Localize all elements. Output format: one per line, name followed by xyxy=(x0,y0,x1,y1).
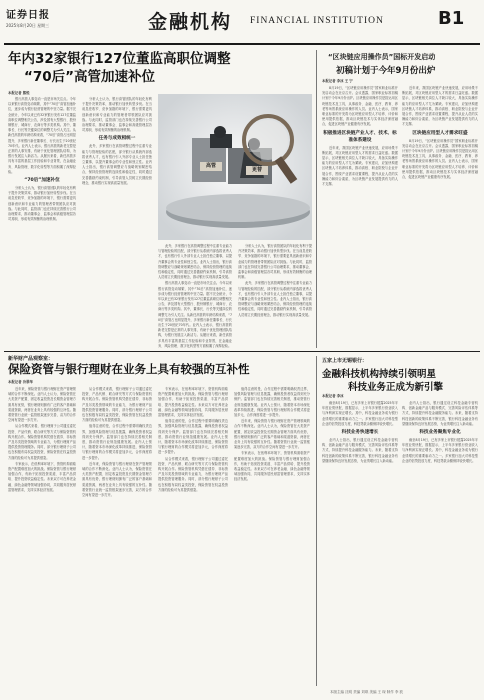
story3-column-4 xyxy=(234,387,310,687)
story4-column-1 xyxy=(322,401,398,687)
story1-subhead: 任务与成效相统一 xyxy=(98,136,136,142)
photo-label: 高管 xyxy=(200,162,222,171)
story2-paragraph: 8月19日，“区块链应用操作员”国家职业标准开发启动会在北京召开。会议透露，国家职业标准初稿计划于今年9月份出炉。区块链应用操作员是指运用区块链技术及工具，从事政务、金融、医疗、教育、养老等场景系统应用操作的人员。业内人士表示，国家职业标准的开发将为区块链应用型人才培养、评价和使用提供依据，推动区块链技术与实体经济深度融合，促进区块链产业健康有序发展。 xyxy=(322,86,398,127)
story1-headline-line2: “70后”高管加速补位 xyxy=(24,69,156,85)
story4-paragraph: 业内人士指出，银行通过设立科技金融专营机构、创新金融产品与服务模式、完善风险评估体系等方式，持续提升科技金融服务能力。未来，随着支持科技创新的政策体系不断完善，银行科技金融业务有望继续保持良好发展态势，为业绩增长注入新动能。 xyxy=(322,438,398,463)
story2-paragraph: 近年来，我国区块链产业快速发展，应用场景不断拓展，对区块链应用型人才的需求日益旺盛。数据显示，区块链相关岗位人才缺口较大，具备实际操作能力的应用型人才尤为紧缺。专家建议，应加快构建区块链人才培养体系，推动高校、职业院校与企业开展合作，围绕产业需求设置课程，提升从业人员的实操能力和综合素质，为区块链产业发展提供有力的人才支撑。 xyxy=(322,145,398,187)
story2-paragraph: 近年来，我国区块链产业快速发展，应用场景不断拓展，对区块链应用型人才的需求日益旺盛。数据显示，区块链相关岗位人才缺口较大，具备实际操作能力的应用型人才尤为紧缺。专家建议，应加快构建区块链人才培养体系，推动高校、职业院校与企业开展合作，围绕产业需求设置课程，提升从业人员的实操能力和综合素质，为区块链产业发展提供有力的人才支撑。 xyxy=(402,86,478,127)
story1-column-3 xyxy=(158,244,232,348)
story3-paragraph: 近年来，保险资管与银行理财在资产管理领域的合作不断深化。业内人士认为，保险资管在大类资产配置、固定收益投资及长期资金管理方面具有优势，银行理财则拥有广泛的客户基础和渠道资源，两者在业务上具有较强的互补性。随着资管行业统一监管框架逐步完善，双方的合作空间有望进一步打开。 xyxy=(234,419,310,450)
story4-paragraph: 截至8月19日，已有多家上市银行披露2025年半年度业绩快报，数据显示，上半年多家银行营业收入与净利润实现正增长。其中，科技金融业务成为银行业绩增长的重要驱动力之一。多家银行加大对科技型企业的信贷投放力度，科技贷款余额保持较快增长。 xyxy=(402,438,478,463)
story2-column-1 xyxy=(322,86,398,348)
story2-paragraph: 8月19日，“区块链应用操作员”国家职业标准开发启动会在北京召开。会议透露，国家职业标准初稿计划于今年9月份出炉。区块链应用操作员是指运用区块链技术及工具，从事政务、金融、医疗、教育、养老等场景系统应用操作的人员。业内人士表示，国家职业标准的开发将为区块链应用型人才培养、评价和使用提供依据，推动区块链技术与实体经济深度融合，促进区块链产业健康有序发展。 xyxy=(402,138,478,180)
column-divider xyxy=(316,50,317,348)
story3-paragraph: 值得注意的是，合作过程中需要明确权责边界，加强风险管理与信息披露，确保投资者权益得到充分保护。监管部门也在持续完善相关制度，推动资管行业规范健康发展。业内人士预计，随着资本市场深化改革持续推进，保险资管与银行理财的合作模式将更加多元，合作深度将进一步提升。 xyxy=(158,419,228,455)
story3-paragraph: 专家表示，在低利率环境下，资管机构面临资产配置难度加大的挑战。保险资管与银行理财加强合作，有助于拓宽投资渠道、丰富产品供给、提升投资收益稳定性。未来双方可在养老金融、绿色金融等领域加强协同，共同服务居民财富管理需求，支持实体经济发展。 xyxy=(8,461,76,492)
story3-paragraph: 近年来，保险资管与银行理财在资产管理领域的合作不断深化。业内人士认为，保险资管在大类资产配置、固定收益投资及长期资金管理方面具有优势，银行理财则拥有广泛的客户基础和渠道资源，两者在业务上具有较强的互补性。随着资管行业统一监管框架逐步完善，双方的合作空间有望进一步打开。 xyxy=(8,387,76,423)
story4-column-2 xyxy=(402,401,478,687)
story2-column-2 xyxy=(402,86,478,348)
story1-byline: 本报记者 熊悦 xyxy=(8,91,30,95)
story1-paragraph: 分析人士认为，银行高管团队的年轻化有利于提升决策效率，推动银行加快转型步伐。在当前息差收窄、竞争加剧的环境下，银行需要更具创新意识和专业能力的管理者带领团队应对挑战。与此同时，监管部门也在持续完善银行公司治理要求，推动董事会、监事会和高级管理层各司其职，形成有效制衡的治理机制。 xyxy=(8,186,76,222)
story2-byline: 本报记者 李冰 王 宁 xyxy=(322,79,353,83)
story3-paragraph: 近年来，保险资管与银行理财在资产管理领域的合作不断深化。业内人士认为，保险资管在大类资产配置、固定收益投资及长期资金管理方面具有优势，银行理财则拥有广泛的客户基础和渠道资源，两者在业务上具有较强的互补性。随着资管行业统一监管框架逐步完善，双方的合作空间有望进一步打开。 xyxy=(82,461,152,498)
story1-paragraph: 银行高管人事变动一直是市场关注点。今年以来银行高管变动频繁，其中“70后”高管加速补位，逐步成为银行经营管理的中坚力量。据不完全统计，今年以来已有32家银行发布127位董监高职位调整相关公告，涉及国有大型银行、股份制银行、城商行、农商行等多类机构。其中，董事长、行长等关键岗位的调整尤为引人关注。从新任高管的年龄结构来看，“70后”高管占比明显提升，多家银行新任董事长、行长出生于20世纪70年代。业内人士表示，银行高管的新老交替是正常的人事安排，有助于优化管理团队结构，为银行发展注入新活力。从履历来看，新任高管多具有丰富的基层工作经验和专业背景，在金融业务、风险管理、数字化转型等方面积累了深厚经验。 xyxy=(8,97,76,174)
story1-photo xyxy=(158,94,312,240)
story3-paragraph: 从合作模式来看，银行理财子公司通过委托投资、产品代销、联合研究等方式与保险资管机构开展合作。保险资管机构凭借在债券、非标资产及另类投资领域的专业能力，为银行理财产品提供投资管理服务。同时，部分银行理财子公司也在积极布局权益类投资，保险资管在权益投资方面的经验可为其提供借鉴。 xyxy=(82,387,152,423)
story3-paragraph: 值得注意的是，合作过程中需要明确权责边界，加强风险管理与信息披露，确保投资者权益得到充分保护。监管部门也在持续完善相关制度，推动资管行业规范健康发展。业内人士预计，随着资本市场深化改革持续推进，保险资管与银行理财的合作模式将更加多元，合作深度将进一步提升。 xyxy=(234,387,310,418)
story1-paragraph: 分析人士认为，银行高管团队的年轻化有利于提升决策效率，推动银行加快转型步伐。在当前息差收窄、竞争加剧的环境下，银行需要更具创新意识和专业能力的管理者带领团队应对挑战。与此同时，监管部门也在持续完善银行公司治理要求，推动董事会、监事会和高级管理层各司其职，形成有效制衡的治理机制。 xyxy=(82,97,152,133)
story4-byline: 本报记者 李冰 xyxy=(322,394,344,398)
story3-kicker: 新华财产品观察室： xyxy=(8,356,54,362)
story3-column-1 xyxy=(8,387,76,687)
masthead xyxy=(4,4,480,40)
story3-paragraph: 值得注意的是，合作过程中需要明确权责边界，加强风险管理与信息披露，确保投资者权益得到充分保护。监管部门也在持续完善相关制度，推动资管行业规范健康发展。业内人士预计，随着资本市场深化改革持续推进，保险资管与银行理财的合作模式将更加多元，合作深度将进一步提升。 xyxy=(82,424,152,460)
photo-label: 更替 xyxy=(246,166,268,175)
story1-paragraph: 银行高管人事变动一直是市场关注点。今年以来银行高管变动频繁，其中“70后”高管加速补位，逐步成为银行经营管理的中坚力量。据不完全统计，今年以来已有32家银行发布127位董监高职位调整相关公告，涉及国有大型银行、股份制银行、城商行、农商行等多类机构。其中，董事长、行长等关键岗位的调整尤为引人关注。从新任高管的年龄结构来看，“70后”高管占比明显提升，多家银行新任董事长、行长出生于20世纪70年代。业内人士表示，银行高管的新老交替是正常的人事安排，有助于优化管理团队结构，为银行发展注入新活力。从履历来看，新任高管多具有丰富的基层工作经验和专业背景，在金融业务、风险管理、数字化转型等方面积累了深厚经验。 xyxy=(158,281,232,348)
story3-paragraph: 从合作模式来看，银行理财子公司通过委托投资、产品代销、联合研究等方式与保险资管机构开展合作。保险资管机构凭借在债券、非标资产及另类投资领域的专业能力，为银行理财产品提供投资管理服务。同时，部分银行理财子公司也在积极布局权益类投资，保险资管在权益投资方面的经验可为其提供借鉴。 xyxy=(8,424,76,460)
story1-headline-line1: 年内32家银行127位董监高职位调整 xyxy=(8,51,231,67)
story2-subhead: 积极推进区块链产业人才、技术、标准体系建设 xyxy=(323,130,397,143)
story2-headline: 初稿计划于今年9月份出炉 xyxy=(336,66,436,76)
story4-headline-line1: 金融科技机构持续引领明星 xyxy=(322,369,437,380)
story4-subhead: 科技业务快速增长 xyxy=(341,430,379,436)
story3-headline: 保险资管与银行理财在业务上具有较强的互补性 xyxy=(8,362,250,376)
story3-paragraph: 专家表示，在低利率环境下，资管机构面临资产配置难度加大的挑战。保险资管与银行理财加强合作，有助于拓宽投资渠道、丰富产品供给、提升投资收益稳定性。未来双方可在养老金融、绿色金融等领域加强协同，共同服务居民财富管理需求，支持实体经济发展。 xyxy=(158,387,228,418)
newspaper-logo: 证券日报 xyxy=(6,10,50,21)
story3-column-3 xyxy=(158,387,228,687)
story3-column-2 xyxy=(82,387,152,687)
story1-paragraph: 此外，多家银行在高管调整过程中注重专业能力与管理经验的匹配，部分银行从系统内部选拔优秀人才，也有银行引入外部专业人士担任独立董事，以提升董事会的专业性和独立性。业内人士指出，银行高管调整应与战略规划紧密结合，保持经营管理的连续性和稳定性，同时通过完善激励约束机制，引导高管人员树立长期经营理念，推动银行实现高质量发展。 xyxy=(82,144,152,185)
section-title-en: FINANCIAL INSTITUTION xyxy=(250,16,384,26)
story4-headline-line2: 科技业务正成为新引擎 xyxy=(348,382,444,393)
column-divider xyxy=(316,356,317,686)
story1-paragraph: 此外，多家银行在高管调整过程中注重专业能力与管理经验的匹配，部分银行从系统内部选拔优秀人才，也有银行引入外部专业人士担任独立董事，以提升董事会的专业性和独立性。业内人士指出，银行高管调整应与战略规划紧密结合，保持经营管理的连续性和稳定性，同时通过完善激励约束机制，引导高管人员树立长期经营理念，推动银行实现高质量发展。 xyxy=(158,244,232,280)
publication-date: 2025年8月20日 星期三 xyxy=(6,23,50,28)
story3-paragraph: 从合作模式来看，银行理财子公司通过委托投资、产品代销、联合研究等方式与保险资管机构开展合作。保险资管机构凭借在债券、非标资产及另类投资领域的专业能力，为银行理财产品提供投资管理服务。同时，部分银行理财子公司也在积极布局权益类投资，保险资管在权益投资方面的经验可为其提供借鉴。 xyxy=(158,456,228,492)
story4-paragraph: 业内人士指出，银行通过设立科技金融专营机构、创新金融产品与服务模式、完善风险评估体系等方式，持续提升科技金融服务能力。未来，随着支持科技创新的政策体系不断完善，银行科技金融业务有望继续保持良好发展态势，为业绩增长注入新动能。 xyxy=(402,401,478,426)
story4-paragraph: 截至8月19日，已有多家上市银行披露2025年半年度业绩快报，数据显示，上半年多家银行营业收入与净利润实现正增长。其中，科技金融业务成为银行业绩增长的重要驱动力之一。多家银行加大对科技型企业的信贷投放力度，科技贷款余额保持较快增长。 xyxy=(322,401,398,426)
story1-column-4 xyxy=(238,244,312,333)
story1-paragraph: 此外，多家银行在高管调整过程中注重专业能力与管理经验的匹配，部分银行从系统内部选拔优秀人才，也有银行引入外部专业人士担任独立董事，以提升董事会的专业性和独立性。业内人士指出，银行高管调整应与战略规划紧密结合，保持经营管理的连续性和稳定性，同时通过完善激励约束机制，引导高管人员树立长期经营理念，推动银行实现高质量发展。 xyxy=(238,281,312,317)
page-number: B1 xyxy=(438,8,465,29)
story1-column-2 xyxy=(82,97,152,333)
page-footer: 本版主编 沈明 责编 刘琪 美编 王 琛 制作 李 波 xyxy=(330,690,404,694)
story1-column-1 xyxy=(8,97,76,333)
story3-paragraph: 专家表示，在低利率环境下，资管机构面临资产配置难度加大的挑战。保险资管与银行理财加强合作，有助于拓宽投资渠道、丰富产品供给、提升投资收益稳定性。未来双方可在养老金融、绿色金融等领域加强协同，共同服务居民财富管理需求，支持实体经济发展。 xyxy=(234,451,310,482)
story4-subhead: 科技业务聚焦专业化 xyxy=(419,430,461,436)
section-title: 金融机构 xyxy=(148,11,233,33)
story2-kicker: “区块链应用操作员”国标开发启动 xyxy=(328,53,436,61)
story4-kicker: 五家上市无锡银行： xyxy=(322,358,368,364)
story3-byline: 本报记者 冷翠华 xyxy=(8,380,33,384)
story1-subhead: “70后”加速补位 xyxy=(24,178,60,184)
section-rule xyxy=(4,351,480,352)
story2-subhead: 区块链应用型人才需求旺盛 xyxy=(412,130,468,136)
story1-paragraph: 分析人士认为，银行高管团队的年轻化有利于提升决策效率，推动银行加快转型步伐。在当前息差收窄、竞争加剧的环境下，银行需要更具创新意识和专业能力的管理者带领团队应对挑战。与此同时，监管部门也在持续完善银行公司治理要求，推动董事会、监事会和高级管理层各司其职，形成有效制衡的治理机制。 xyxy=(238,244,312,280)
masthead-rule xyxy=(4,43,480,45)
